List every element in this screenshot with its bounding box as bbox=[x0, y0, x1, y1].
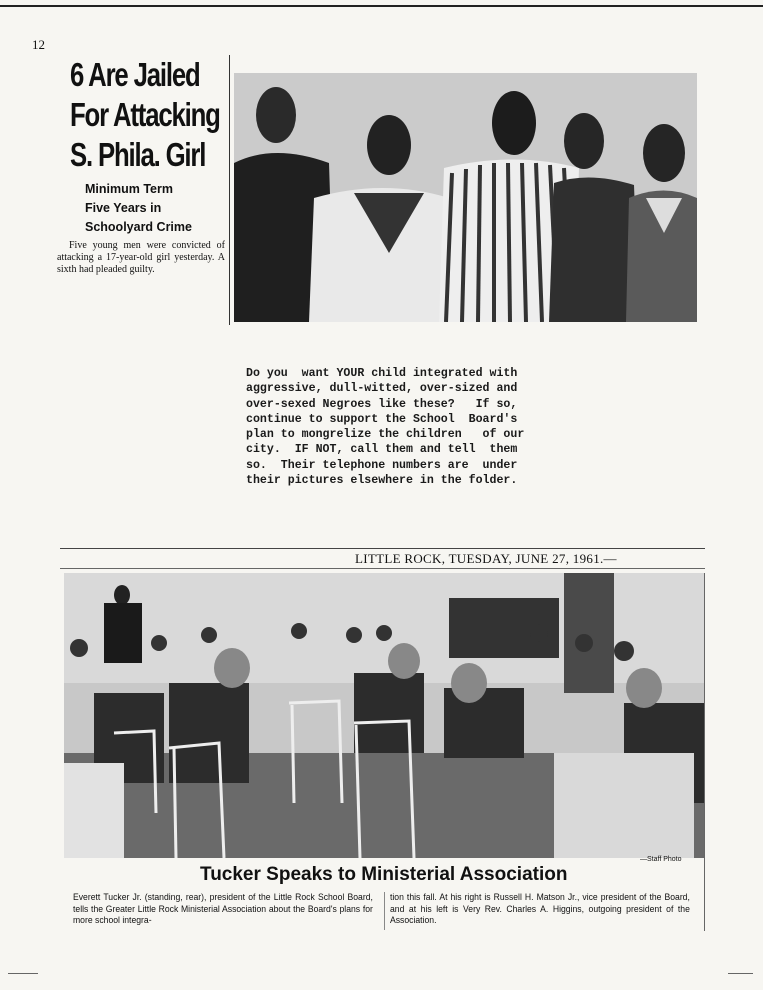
subhead-line: Minimum Term bbox=[85, 182, 173, 196]
meeting-photo bbox=[64, 573, 704, 858]
headline-line: For Attacking bbox=[70, 96, 220, 133]
caption-column-1: Everett Tucker Jr. (standing, rear), president of the Little Rock School Board, tells the Greater Little Rock Ministerial Association about the Board's plans for more school integra- bbox=[73, 892, 373, 925]
handout-text: Do you want YOUR child integrated with aggressive, dull-witted, over-sized and over-sexed Negroes like these? If so, continue to support the School Board's plan to mongrelize the children of our city. IF NOT, call them and tell them so. Their telephone numbers are under their pictures elsewhere in the folder. bbox=[246, 367, 525, 488]
subheadline bbox=[85, 180, 225, 237]
headline-line: 6 Are Jailed bbox=[70, 56, 200, 93]
subhead-line: Five Years in bbox=[85, 201, 162, 215]
headline-line: S. Phila. Girl bbox=[70, 136, 206, 173]
footer-mark bbox=[728, 973, 753, 974]
article-lede: Five young men were convicted of attacking a 17-year-old girl yesterday. A sixth had pleaded guilty. bbox=[57, 240, 225, 275]
caption-column-2: tion this fall. At his right is Russell H. Matson Jr., vice president of the Board, and at his left is Very Rev. Charles A. Higgins, outgoing president of the Association. bbox=[390, 892, 690, 925]
mugshot-photo bbox=[234, 73, 697, 322]
page-number: 12 bbox=[32, 37, 45, 52]
caption-headline: Tucker Speaks to Ministerial Association bbox=[200, 864, 568, 885]
headline bbox=[70, 55, 220, 175]
top-border bbox=[0, 5, 763, 7]
photo-credit: —Staff Photo bbox=[640, 856, 682, 863]
dateline-rule bbox=[60, 548, 705, 549]
caption-divider bbox=[384, 892, 385, 930]
column-divider bbox=[229, 55, 230, 325]
subhead-line: Schoolyard Crime bbox=[85, 220, 192, 234]
dateline: LITTLE ROCK, TUESDAY, JUNE 27, 1961.— bbox=[355, 551, 617, 566]
footer-mark bbox=[8, 973, 38, 974]
dateline-rule-bottom bbox=[60, 568, 705, 569]
photo-box-edge bbox=[704, 573, 705, 931]
